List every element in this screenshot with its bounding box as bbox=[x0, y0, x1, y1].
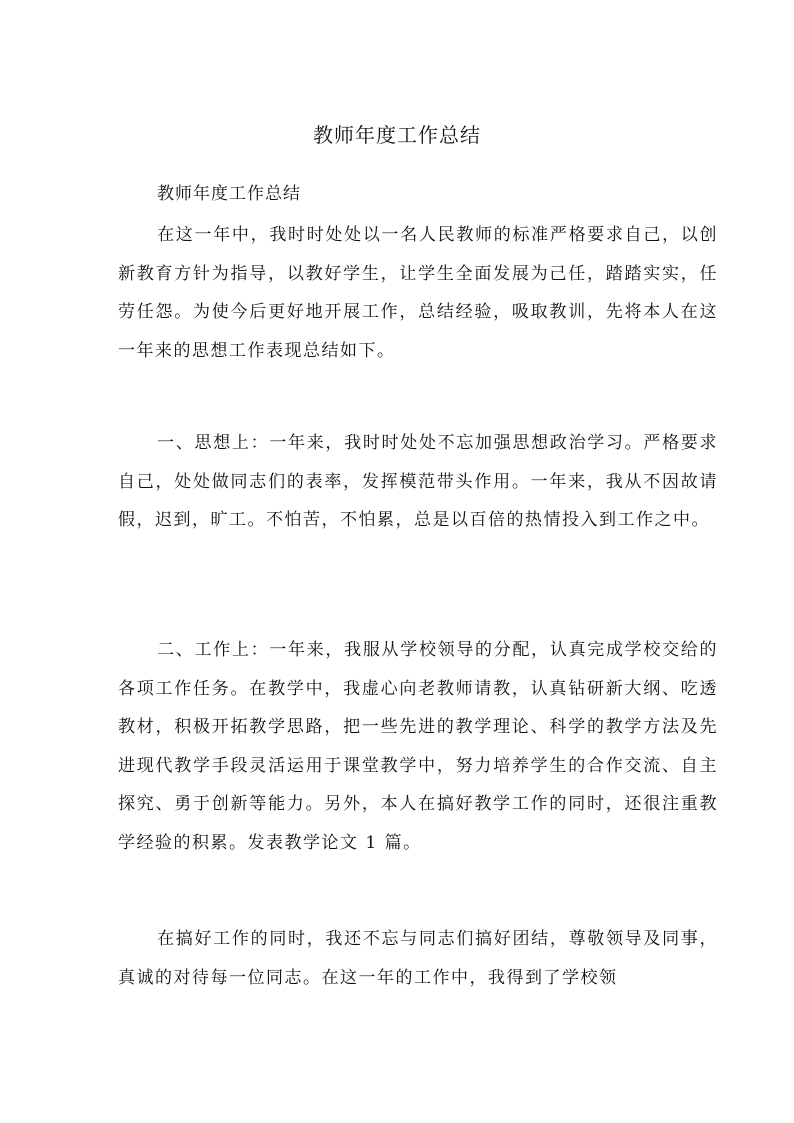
paragraph-work: 二、工作上：一年来，我服从学校领导的分配，认真完成学校交给的各项工作任务。在教学中，我虚心向老教师请教，认真钻研新大纲、吃透教材，积极开拓教学思路，把一些先进的教学理论、科学的教学方法及先进现代教学手段灵活运用于课堂教学中，努力培养学生的合作交流、自主探究、勇于创新等能力。另外，本人在搞好教学工作的同时，还很注重教学经验的积累。发表教学论文 1 篇。 bbox=[118, 640, 718, 853]
paragraph-intro: 在这一年中，我时时处处以一名人民教师的标准严格要求自己，以创新教育方针为指导，以教好学生，让学生全面发展为己任，踏踏实实，任劳任怨。为使今后更好地开展工作，总结经验，吸取教训，先将本人在这一年来的思想工作表现总结如下。 bbox=[118, 225, 718, 361]
paragraph-unity: 在搞好工作的同时，我还不忘与同志们搞好团结，尊敬领导及同事，真诚的对待每一位同志。在这一年的工作中，我得到了学校领 bbox=[118, 929, 718, 988]
document-title: 教师年度工作总结 bbox=[313, 123, 481, 147]
document-subtitle: 教师年度工作总结 bbox=[157, 184, 301, 204]
paragraph-thought: 一、思想上：一年来，我时时处处不忘加强思想政治学习。严格要求自己，处处做同志们的表率，发挥模范带头作用。一年来，我从不因故请假，迟到，旷工。不怕苦，不怕累，总是以百倍的热情投入到工作之中。 bbox=[118, 433, 718, 530]
